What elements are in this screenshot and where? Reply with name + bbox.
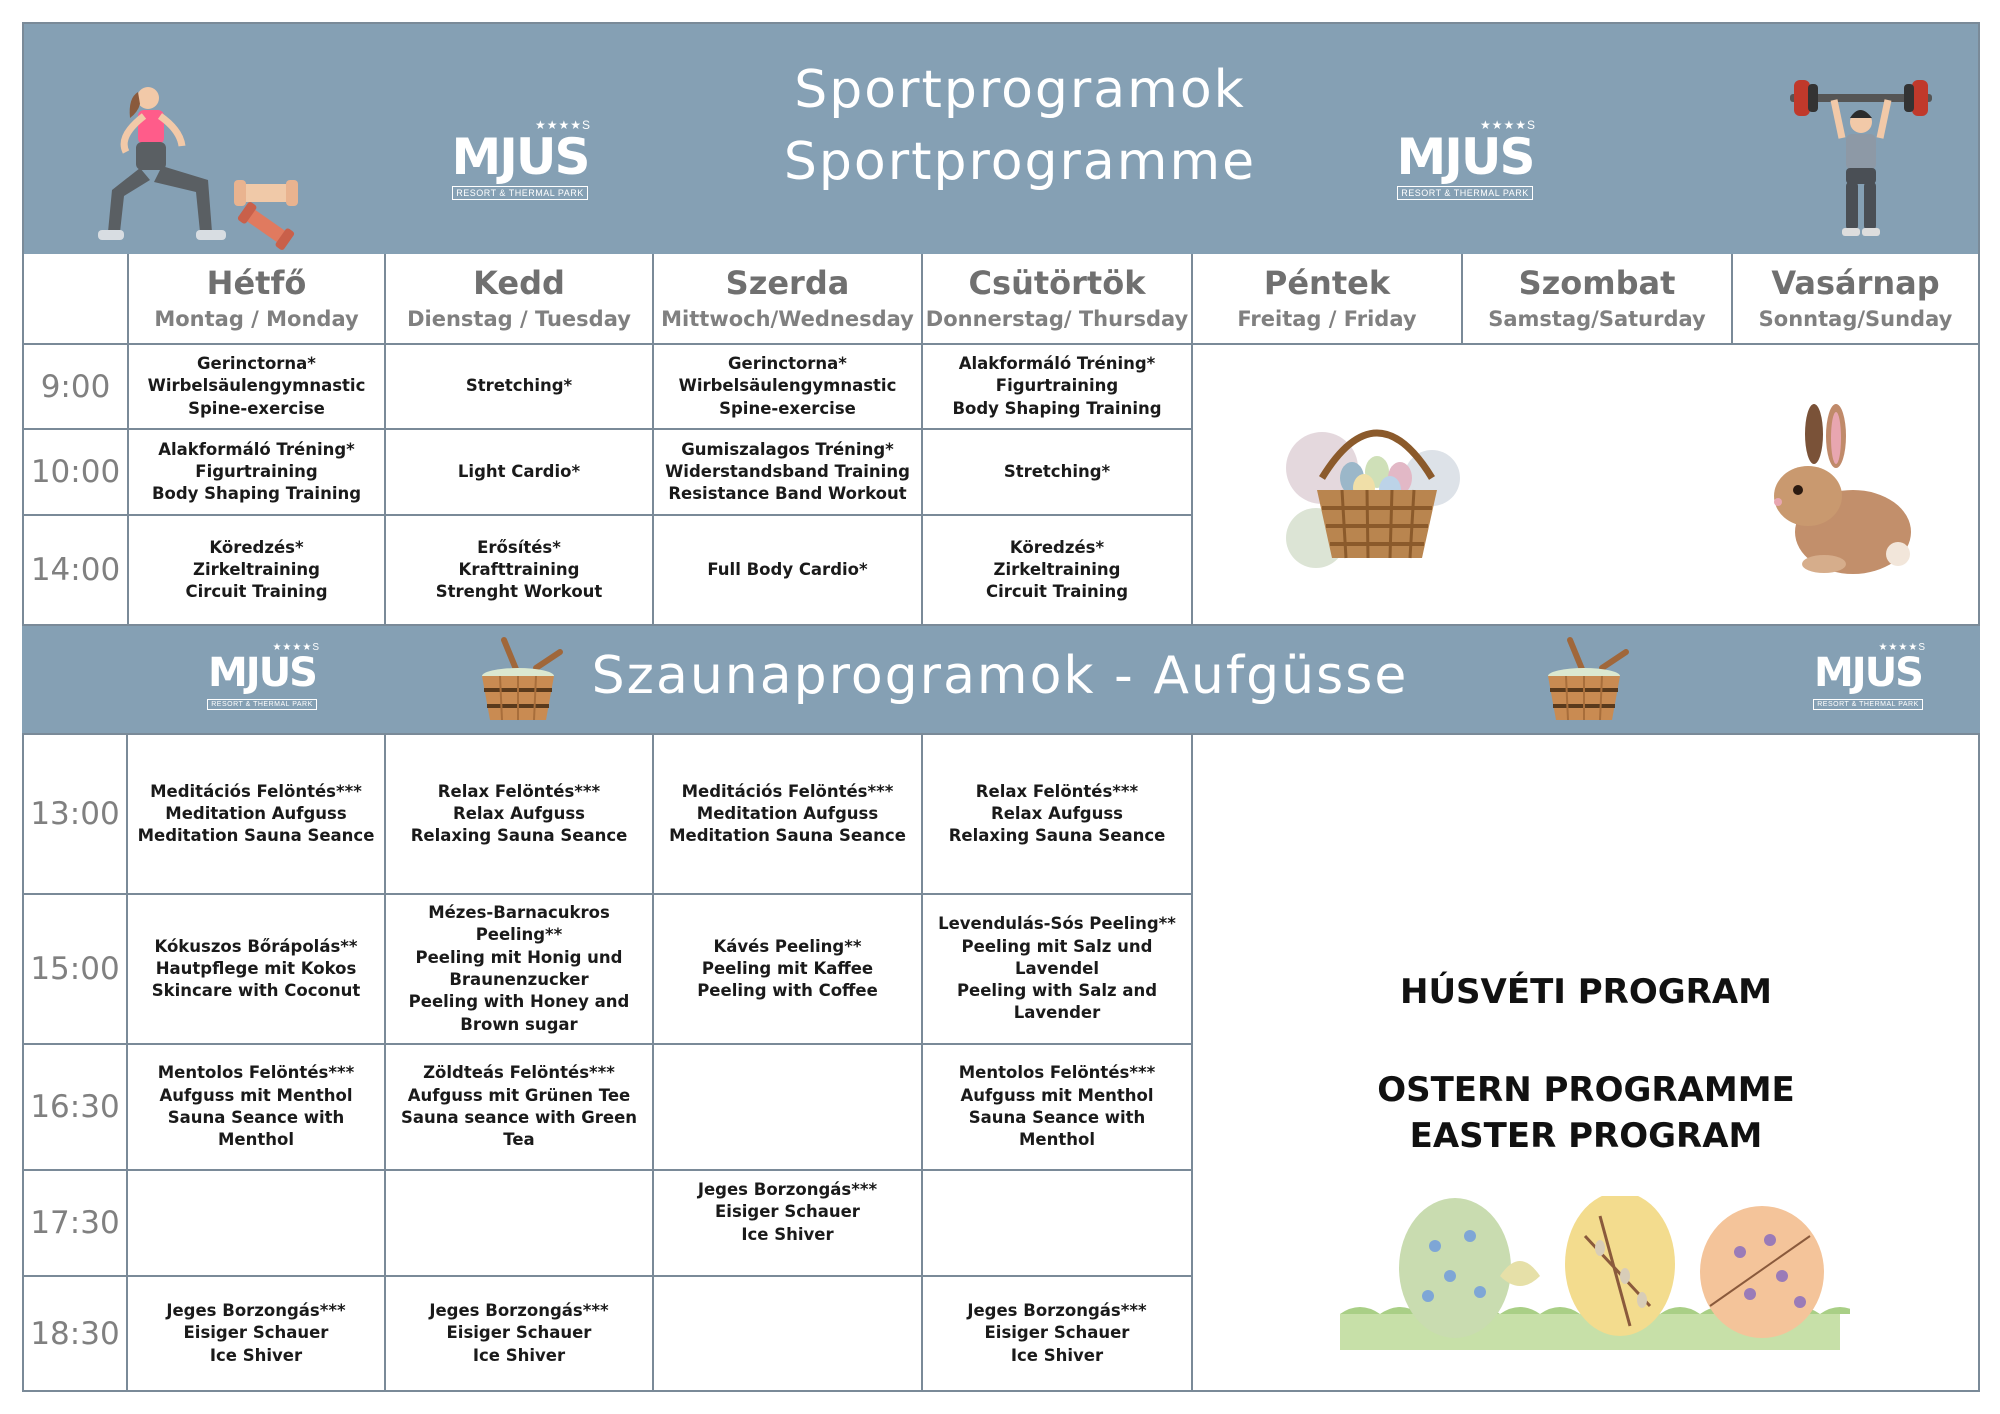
program-cell: Zöldteás Felöntés*** Aufguss mit Grünen Tee Sauna seance with Green Tea [386,1045,654,1171]
sauna-bucket-icon [1536,634,1632,726]
time-label: 17:30 [22,1171,128,1277]
day-header-monday: Hétfő Montag / Monday [129,254,386,345]
day-header-wednesday: Szerda Mittwoch/Wednesday [654,254,923,345]
program-cell: Meditációs Felöntés*** Meditation Aufguss Meditation Sauna Seance [654,735,923,895]
program-cell [128,1171,386,1277]
mjus-logo: ★★★★S MJUS RESORT & THERMAL PARK [1814,642,1926,708]
sport-title-de: Sportprogramme [783,132,1257,192]
program-cell: Jeges Borzongás*** Eisiger Schauer Ice Shiver [386,1277,654,1392]
program-cell [923,1171,1193,1277]
program-cell: Gerinctorna* Wirbelsäulengymnastic Spine-exercise [129,345,386,430]
day-header-tuesday: Kedd Dienstag / Tuesday [386,254,654,345]
program-cell: Alakformáló Tréning* Figurtraining Body Shaping Training [129,430,386,516]
sauna-bucket-icon [470,634,566,726]
program-cell: Mentolos Felöntés*** Aufguss mit Menthol Sauna Seance with Menthol [923,1045,1193,1171]
program-cell: Köredzés* Zirkeltraining Circuit Training [923,516,1193,626]
time-label: 15:00 [22,895,128,1045]
day-header-sunday: Vasárnap Sonntag/Sunday [1733,254,1980,345]
sauna-title: Szaunaprogramok - Aufgüsse [591,646,1409,706]
program-cell: Relax Felöntés*** Relax Aufguss Relaxing Sauna Seance [923,735,1193,895]
day-header-saturday: Szombat Samstag/Saturday [1463,254,1733,345]
easter-eggs-illustration [1330,1196,1850,1356]
easter-title-hu: HÚSVÉTI PROGRAM [1399,972,1772,1012]
program-cell: Mentolos Felöntés*** Aufguss mit Menthol Sauna Seance with Menthol [128,1045,386,1171]
time-label: 13:00 [22,735,128,895]
program-cell: Kávés Peeling** Peeling mit Kaffee Peeling with Coffee [654,895,923,1045]
program-cell: Full Body Cardio* [654,516,923,626]
program-cell: Mézes-Barnacukros Peeling** Peeling mit Honig und Braunenzucker Peeling with Honey and Brown sugar [386,895,654,1045]
day-header-thursday: Csütörtök Donnerstag/ Thursday [923,254,1193,345]
program-cell: Gumiszalagos Tréning* Widerstandsband Training Resistance Band Workout [654,430,923,516]
program-cell: Alakformáló Tréning* Figurtraining Body Shaping Training [923,345,1193,430]
program-cell: Light Cardio* [386,430,654,516]
program-cell: Jeges Borzongás*** Eisiger Schauer Ice Shiver [654,1171,923,1277]
mjus-logo: ★★★★S MJUS RESORT & THERMAL PARK [451,118,591,198]
time-label: 14:00 [22,516,129,626]
program-cell [654,1277,923,1392]
program-cell: Meditációs Felöntés*** Meditation Aufguss Meditation Sauna Seance [128,735,386,895]
day-header-friday: Péntek Freitag / Friday [1193,254,1463,345]
program-cell: Levendulás-Sós Peeling** Peeling mit Salz und Lavendel Peeling with Salz and Lavender [923,895,1193,1045]
time-label: 16:30 [22,1045,128,1171]
mjus-logo: ★★★★S MJUS RESORT & THERMAL PARK [1396,118,1536,198]
program-cell: Erősítés* Krafttraining Strenght Workout [386,516,654,626]
program-cell: Relax Felöntés*** Relax Aufguss Relaxing Sauna Seance [386,735,654,895]
corner-cell [22,254,129,345]
program-cell: Gerinctorna* Wirbelsäulengymnastic Spine-exercise [654,345,923,430]
time-label: 9:00 [22,345,129,430]
program-cell [654,1045,923,1171]
bunny-illustration [1738,404,1918,582]
program-cell: Köredzés* Zirkeltraining Circuit Training [129,516,386,626]
easter-title-en: EASTER PROGRAM [1409,1115,1763,1156]
program-cell: Kókuszos Bőrápolás** Hautpflege mit Kokos Skincare with Coconut [128,895,386,1045]
time-label: 18:30 [22,1277,128,1392]
sport-title-hu: Sportprogramok [794,60,1246,120]
program-cell: Stretching* [386,345,654,430]
program-cell: Stretching* [923,430,1193,516]
easter-title-de: OSTERN PROGRAMME [1377,1069,1795,1110]
program-cell [386,1171,654,1277]
easter-basket-illustration [1282,398,1472,578]
mjus-logo: ★★★★S MJUS RESORT & THERMAL PARK [208,642,320,708]
time-label: 10:00 [22,430,129,516]
program-cell: Jeges Borzongás*** Eisiger Schauer Ice Shiver [923,1277,1193,1392]
program-cell: Jeges Borzongás*** Eisiger Schauer Ice Shiver [128,1277,386,1392]
